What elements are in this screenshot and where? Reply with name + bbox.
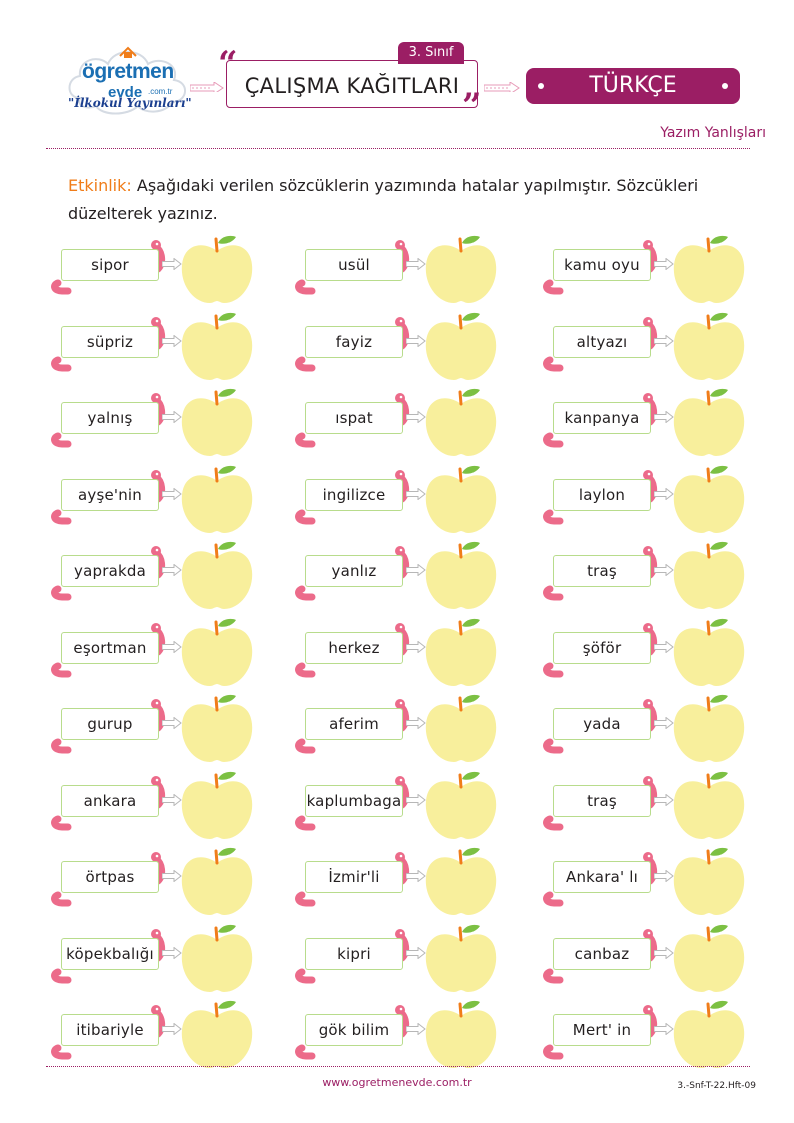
arrow-right-icon (162, 794, 182, 806)
instruction (68, 172, 748, 228)
word-item (542, 998, 742, 1070)
arrow-right-icon (162, 564, 182, 576)
apple-answer-box[interactable] (672, 692, 746, 764)
misspelled-word: yanlız (305, 555, 403, 587)
apple-answer-box[interactable] (180, 386, 254, 458)
arrow-right-icon (406, 411, 426, 423)
misspelled-word: kanpanya (553, 402, 651, 434)
word-item (50, 463, 250, 535)
topic-title: Yazım Yanlışları (660, 125, 766, 141)
misspelled-word: aferim (305, 708, 403, 740)
apple-answer-box[interactable] (180, 616, 254, 688)
footer-code: 3.-Snf-T-22.Hft-09 (677, 1081, 756, 1091)
arrow-right-icon (654, 1023, 674, 1035)
arrow-right-icon (654, 488, 674, 500)
arrow-right-icon (654, 641, 674, 653)
word-item (50, 692, 250, 764)
apple-answer-box[interactable] (180, 233, 254, 305)
misspelled-word: altyazı (553, 326, 651, 358)
apple-answer-box[interactable] (424, 922, 498, 994)
misspelled-word: kaplumbaga (305, 785, 403, 817)
word-item (294, 769, 494, 841)
misspelled-word: ayşe'nin (61, 479, 159, 511)
arrow-right-icon (654, 411, 674, 423)
misspelled-word: örtpas (61, 861, 159, 893)
arrow-right-icon (406, 947, 426, 959)
apple-answer-box[interactable] (424, 769, 498, 841)
arrow-right-icon (654, 564, 674, 576)
misspelled-word: usül (305, 249, 403, 281)
misspelled-word: ankara (61, 785, 159, 817)
apple-answer-box[interactable] (672, 616, 746, 688)
apple-answer-box[interactable] (424, 845, 498, 917)
word-item (50, 539, 250, 611)
apple-answer-box[interactable] (424, 616, 498, 688)
arrow-right-icon (406, 335, 426, 347)
apple-answer-box[interactable] (424, 463, 498, 535)
apple-answer-box[interactable] (672, 310, 746, 382)
word-item (294, 310, 494, 382)
apple-answer-box[interactable] (424, 386, 498, 458)
misspelled-word: kipri (305, 938, 403, 970)
divider (46, 148, 750, 149)
word-item (294, 692, 494, 764)
arrow-right-icon (654, 870, 674, 882)
arrow-right-icon (406, 564, 426, 576)
word-item (50, 769, 250, 841)
misspelled-word: Mert' in (553, 1014, 651, 1046)
misspelled-word: süpriz (61, 326, 159, 358)
dot-icon (722, 83, 728, 89)
misspelled-word: traş (553, 555, 651, 587)
word-item (50, 310, 250, 382)
arrow-right-icon (162, 947, 182, 959)
apple-answer-box[interactable] (672, 539, 746, 611)
logo-sub-text: evde (108, 84, 143, 101)
misspelled-word: yaprakda (61, 555, 159, 587)
arrow-right-icon (406, 258, 426, 270)
apple-answer-box[interactable] (180, 310, 254, 382)
apple-answer-box[interactable] (672, 922, 746, 994)
word-item (50, 998, 250, 1070)
word-item (50, 845, 250, 917)
dot-icon (538, 83, 544, 89)
word-item (294, 922, 494, 994)
apple-answer-box[interactable] (180, 845, 254, 917)
subject-label: TÜRKÇE (589, 73, 677, 98)
close-quote: ” (462, 86, 482, 126)
word-item (542, 463, 742, 535)
misspelled-word: köpekbalığı (61, 938, 159, 970)
arrow-right-icon (406, 1023, 426, 1035)
misspelled-word: Ankara' lı (553, 861, 651, 893)
apple-answer-box[interactable] (424, 233, 498, 305)
word-item (294, 233, 494, 305)
word-item (294, 845, 494, 917)
misspelled-word: gök bilim (305, 1014, 403, 1046)
apple-answer-box[interactable] (424, 310, 498, 382)
misspelled-word: yada (553, 708, 651, 740)
apple-answer-box[interactable] (672, 386, 746, 458)
arrow-right-icon (162, 1023, 182, 1035)
class-tab: 3. Sınıf (398, 42, 464, 64)
arrow-right-icon (162, 717, 182, 729)
arrow-right-icon (162, 870, 182, 882)
arrow-right-icon (654, 258, 674, 270)
misspelled-word: laylon (553, 479, 651, 511)
arrow-right-icon (406, 488, 426, 500)
arrow-right-icon (162, 411, 182, 423)
page-title: ÇALIŞMA KAĞITLARI (244, 74, 460, 98)
divider (46, 1066, 750, 1067)
arrow-right-icon (654, 335, 674, 347)
subject-badge (526, 68, 740, 104)
misspelled-word: ıspat (305, 402, 403, 434)
misspelled-word: yalnış (61, 402, 159, 434)
apple-answer-box[interactable] (672, 233, 746, 305)
arrow-right-icon (162, 258, 182, 270)
apple-answer-box[interactable] (424, 998, 498, 1070)
apple-answer-box[interactable] (672, 998, 746, 1070)
word-item (294, 539, 494, 611)
word-item (50, 386, 250, 458)
arrow-right-icon (406, 717, 426, 729)
arrow-right-icon (484, 82, 520, 92)
word-item (542, 769, 742, 841)
arrow-right-icon (654, 947, 674, 959)
misspelled-word: sipor (61, 249, 159, 281)
apple-answer-box[interactable] (180, 769, 254, 841)
apple-answer-box[interactable] (180, 539, 254, 611)
word-item (542, 692, 742, 764)
misspelled-word: canbaz (553, 938, 651, 970)
footer-url: www.ogretmenevde.com.tr (322, 1076, 472, 1089)
arrow-right-icon (162, 488, 182, 500)
arrow-right-icon (654, 717, 674, 729)
misspelled-word: herkez (305, 632, 403, 664)
word-item (294, 463, 494, 535)
word-item (50, 616, 250, 688)
word-item (542, 616, 742, 688)
word-item (542, 386, 742, 458)
apple-answer-box[interactable] (180, 463, 254, 535)
arrow-right-icon (406, 870, 426, 882)
misspelled-word: fayiz (305, 326, 403, 358)
word-item (542, 310, 742, 382)
arrow-right-icon (162, 641, 182, 653)
arrow-right-icon (162, 335, 182, 347)
arrow-right-icon (406, 641, 426, 653)
word-item (294, 386, 494, 458)
apple-answer-box[interactable] (424, 692, 498, 764)
publisher-logo (62, 38, 192, 130)
misspelled-word: şöför (553, 632, 651, 664)
apple-answer-box[interactable] (672, 845, 746, 917)
word-item (542, 539, 742, 611)
word-item (542, 845, 742, 917)
apple-answer-box[interactable] (180, 692, 254, 764)
word-item (294, 616, 494, 688)
misspelled-word: itibariyle (61, 1014, 159, 1046)
apple-answer-box[interactable] (424, 539, 498, 611)
instruction-text: Aşağıdaki verilen sözcüklerin yazımında hatalar yapılmıştır. Sözcükleri düzelterek yazınız. (68, 176, 699, 223)
arrow-right-icon (654, 794, 674, 806)
misspelled-word: eşortman (61, 632, 159, 664)
instruction-lead: Etkinlik: (68, 176, 132, 195)
word-item (542, 922, 742, 994)
open-quote: “ (218, 44, 238, 84)
apple-answer-box[interactable] (672, 463, 746, 535)
word-item (50, 922, 250, 994)
misspelled-word: ingilizce (305, 479, 403, 511)
misspelled-word: traş (553, 785, 651, 817)
apple-answer-box[interactable] (180, 922, 254, 994)
word-item (294, 998, 494, 1070)
misspelled-word: gurup (61, 708, 159, 740)
apple-answer-box[interactable] (180, 998, 254, 1070)
word-item (542, 233, 742, 305)
apple-answer-box[interactable] (672, 769, 746, 841)
logo-tagline: "İlkokul Yayınları" (68, 96, 192, 110)
word-item (50, 233, 250, 305)
misspelled-word: İzmir'li (305, 861, 403, 893)
arrow-right-icon (406, 794, 426, 806)
logo-main-text: ögretmen (82, 60, 174, 83)
logo-domain-text: .com.tr (148, 87, 173, 96)
misspelled-word: kamu oyu (553, 249, 651, 281)
